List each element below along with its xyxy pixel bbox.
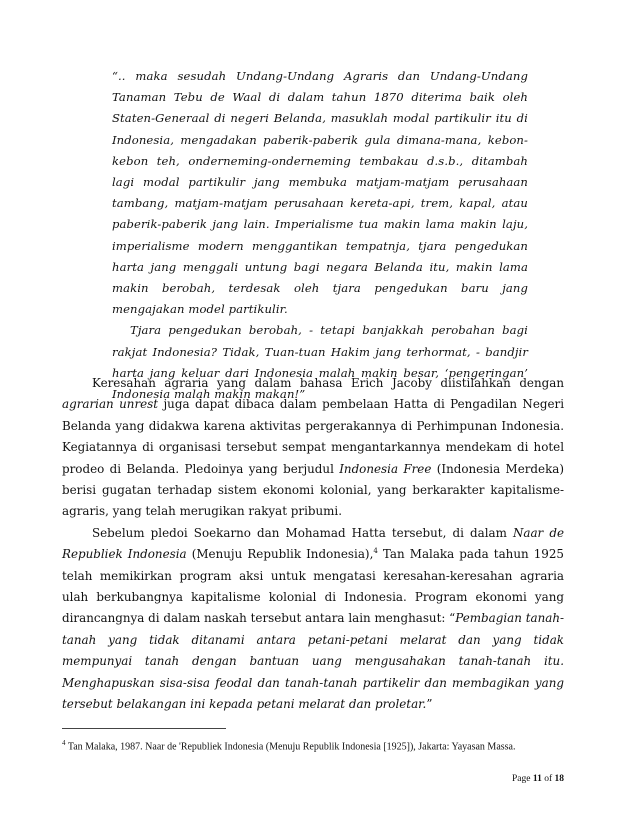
total-pages: 18 [554, 774, 564, 784]
text-run: (Indonesia Merdeka) berisi gugatan terhadap sistem ekonomi kolonial, yang berkarakter kapitalisme-agraris, yang telah merugikan rakyat pribumi. [62, 461, 564, 519]
italic-title: Indonesia Free [339, 461, 432, 476]
text-run: Tan Malaka pada tahun 1925 telah memikirkan program aksi untuk mengatasi keresahan-keresahan agraria ulah berkubangnya kapitalisme kolonial di Indonesia. Program ekonomi yang dirancangnya di dalam naskah tersebut antara lain menghasut: “ [62, 547, 564, 626]
italic-quote: Pembagian tanah-tanah yang tidak ditanami antara petani-petani melarat dan yang tidak mempunyai tanah dengan bantuan uang mengusahakan tanah-tanah itu. Menghapuskan sisa-sisa feodal dan tanah-tanah partikelir dan membagikan yang tersebut belakangan ini kepada petani melarat dan proletar. [62, 611, 565, 712]
footnote-divider [62, 728, 226, 729]
quote-paragraph-2: Tjara pengedukan berobah, - tetapi banjakkah perobahan bagi rakjat Indonesia? Tidak, Tuan-tuan Hakim jang terhormat, - bandjir harta jang keluar dari Indonesia malah makin besar, ‘pengeringan’ Indonesia malah makin makan!” [112, 323, 528, 402]
footnote-reference[interactable]: 4 [373, 547, 378, 556]
page-prefix: Page [512, 774, 533, 784]
text-run: ” [426, 697, 433, 712]
text-run: Sebelum pledoi Soekarno dan Mohamad Hatta tersebut, di dalam [92, 525, 513, 540]
current-page: 11 [532, 774, 542, 784]
body-text [62, 373, 564, 716]
footnote-text: Tan Malaka, 1987. Naar de 'Republiek Indonesia (Menuju Republik Indonesia [1925]), Jakarta: Yayasan Massa. [65, 741, 516, 753]
page-separator: of [541, 774, 555, 784]
italic-term: agrarian unrest [62, 397, 159, 412]
italic-title: Naar de Republiek Indonesia [62, 525, 564, 562]
body-paragraph-2 [62, 523, 564, 716]
quote-paragraph-1: “.. maka sesudah Undang-Undang Agraris dan Undang-Undang Tanaman Tebu de Waal di dalam tahun 1870 diterima baik oleh Staten-Generaal di negeri Belanda, masuklah modal partikulir itu di Indonesia, mengadakan paberik-paberik gula dimana-mana, kebon-kebon teh, onderneming-onderneming tembakau d.s.b., ditambah lagi modal partikulir jang membuka matjam-matjam perusahaan tambang, matjam-matjam perusahaan kereta-api, trem, kapal, atau paberik-paberik jang lain. Imperialisme tua makin lama makin laju, imperialisme modern menggantikan tempatnja, tjara pengedukan harta jang menggali untung bagi negara Belanda itu, makin lama makin berobah, terdesak oleh tjara pengedukan baru jang mengajakan model partikulir. [112, 69, 528, 317]
text-run: juga dapat dibaca dalam pembelaan Hatta di Pengadilan Negeri Belanda yang didakwa karena aktivitas pergerakannya di Perhimpunan Indonesia. Kegiatannya di organisasi tersebut sempat mengantarkannya mendekam di hotel prodeo di Belanda. Pledoinya yang berjudul [62, 397, 565, 476]
text-run: (Menuju Republik Indonesia), [186, 547, 374, 562]
footnote [62, 736, 572, 754]
footnote-number: 4 [62, 739, 66, 747]
text-run: Keresahan agraria yang dalam bahasa Erich Jacoby diistilahkan dengan [92, 376, 564, 390]
body-paragraph-1 [62, 373, 564, 523]
page-number [512, 774, 564, 784]
block-quote [112, 66, 528, 405]
